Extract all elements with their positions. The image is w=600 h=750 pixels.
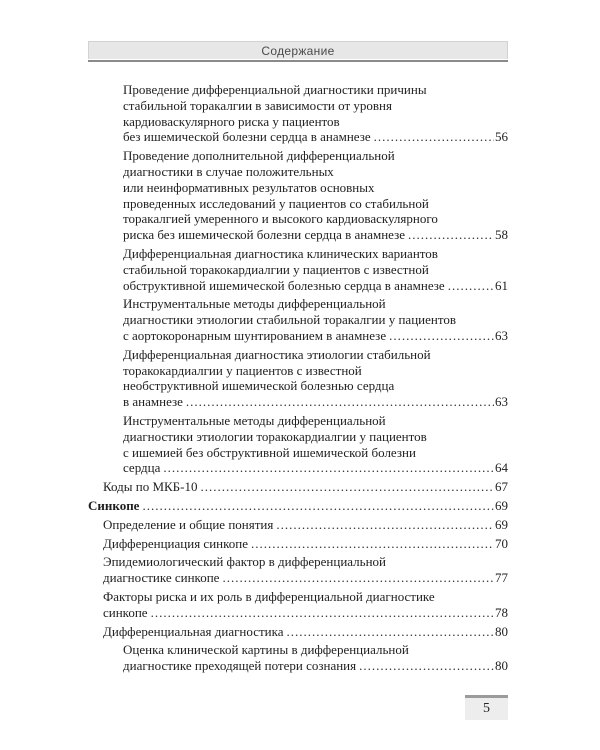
- toc-entry[interactable]: [88, 413, 508, 476]
- toc-entry-line: или неинформативных результатов основных: [123, 179, 375, 195]
- dot-leader: [408, 227, 494, 243]
- page-number: 5: [483, 701, 490, 716]
- toc-page-number: 63: [495, 327, 508, 343]
- toc-page-number: 67: [495, 479, 508, 495]
- dot-leader: [389, 328, 494, 344]
- dot-leader: [163, 460, 494, 476]
- toc-entry-line: торакалгией умеренного и высокого кардиоваскулярного: [123, 211, 438, 227]
- toc-entry-text: Определение и общие понятия: [103, 516, 274, 532]
- contents-header-bar: [88, 41, 508, 59]
- toc-entry-lastline: [123, 658, 508, 674]
- toc-entry-lastline: [123, 227, 508, 243]
- toc-entry-lastline: [103, 536, 508, 552]
- toc-entry-lastline: [103, 479, 508, 495]
- toc-entry[interactable]: [88, 296, 508, 343]
- toc-entry-line: Инструментальные методы дифференциальной: [123, 412, 386, 428]
- toc-entry-line: торакокардиалгии у пациентов с известной: [123, 362, 362, 378]
- toc-entry-line: стабильной торакалгии в зависимости от уровня: [123, 97, 392, 113]
- toc-entry-line: проведенных исследований у пациентов со стабильной: [123, 195, 429, 211]
- toc-entry[interactable]: [88, 536, 508, 552]
- dot-leader: [200, 479, 494, 495]
- toc-entry[interactable]: [88, 148, 508, 243]
- toc-entry-lastline: [123, 129, 508, 145]
- toc-entry-text: сердца: [123, 460, 161, 476]
- dot-leader: [186, 394, 494, 410]
- dot-leader: [448, 278, 494, 294]
- dot-leader: [222, 570, 494, 586]
- toc-entry-text: с аортокоронарным шунтированием в анамнезе: [123, 327, 387, 343]
- contents-title: Содержание: [261, 43, 335, 58]
- page-header: [88, 41, 508, 62]
- toc-page-number: 69: [495, 497, 508, 513]
- toc-entry-line: Проведение дополнительной дифференциальной: [123, 148, 395, 164]
- toc-entry-lastline: [88, 498, 508, 514]
- dot-leader: [359, 658, 494, 674]
- toc-entry-text: обструктивной ишемической болезнью сердца в анамнезе: [123, 277, 445, 293]
- toc-page-number: 56: [495, 129, 508, 145]
- toc-page-number: 80: [495, 658, 508, 674]
- page-number-box: [465, 695, 508, 720]
- toc-entry[interactable]: [88, 82, 508, 145]
- toc-entry-lastline: [123, 278, 508, 294]
- toc-page-number: 63: [495, 394, 508, 410]
- toc-entry-text: Дифференциация синкопе: [103, 535, 248, 551]
- toc-entry-text: Коды по МКБ-10: [103, 479, 198, 495]
- toc-entry[interactable]: [88, 554, 508, 586]
- dot-leader: [151, 605, 494, 621]
- toc-page-number: 58: [495, 227, 508, 243]
- toc-entry-line: Факторы риска и их роль в дифференциальной диагностике: [103, 588, 435, 604]
- toc-entry-line: Эпидемиологический фактор в дифференциальной: [103, 554, 387, 570]
- toc-entry-text: синкопе: [103, 604, 148, 620]
- toc-entry[interactable]: [88, 246, 508, 293]
- toc-entry-line: с ишемией без обструктивной ишемической болезни: [123, 444, 416, 460]
- toc-entry[interactable]: [88, 589, 508, 621]
- toc-entry-text: диагностике преходящей потери сознания: [123, 658, 357, 674]
- toc-entry-text: риска без ишемической болезни сердца в анамнезе: [123, 227, 405, 243]
- dot-leader: [276, 517, 494, 533]
- toc-entry-lastline: [103, 517, 508, 533]
- toc-page-number: 80: [495, 623, 508, 639]
- toc-entry-lastline: [123, 460, 508, 476]
- toc-entry-lastline: [103, 624, 508, 640]
- toc-page-number: 69: [495, 516, 508, 532]
- dot-leader: [142, 498, 494, 514]
- toc-entry[interactable]: [88, 642, 508, 674]
- toc-entry-text: диагностике синкопе: [103, 570, 220, 586]
- toc-entry[interactable]: [88, 479, 508, 495]
- dot-leader: [287, 624, 494, 640]
- toc-entry-lastline: [103, 605, 508, 621]
- toc-entry-lastline: [123, 394, 508, 410]
- toc-entry-line: Инструментальные методы дифференциальной: [123, 296, 386, 312]
- toc-entry-line: стабильной торакокардиалгии у пациентов с известной: [123, 261, 429, 277]
- toc-page-number: 64: [495, 460, 508, 476]
- toc-page-number: 78: [495, 604, 508, 620]
- toc-entry-line: кардиоваскулярного риска у пациентов: [123, 113, 340, 129]
- toc-entry-line: диагностики этиологии стабильной торакалгии у пациентов: [123, 312, 456, 328]
- toc-list: [88, 82, 508, 677]
- toc-entry-lastline: [123, 328, 508, 344]
- toc-entry-line: Дифференциальная диагностика клинических вариантов: [123, 245, 438, 261]
- toc-entry[interactable]: [88, 347, 508, 410]
- toc-entry[interactable]: [88, 624, 508, 640]
- toc-entry-line: Проведение дифференциальной диагностики причины: [123, 82, 427, 97]
- toc-entry[interactable]: [88, 517, 508, 533]
- toc-entry-line: диагностики этиологии торакокардиалгии у пациентов: [123, 428, 427, 444]
- dot-leader: [251, 536, 494, 552]
- dot-leader: [374, 129, 494, 145]
- toc-entry-line: диагностики в случае положительных: [123, 163, 334, 179]
- toc-entry-line: Оценка клинической картины в дифференциальной: [123, 642, 409, 658]
- toc-entry-text: Синкопе: [88, 497, 140, 513]
- toc-entry-text: в анамнезе: [123, 394, 183, 410]
- toc-entry[interactable]: [88, 498, 508, 514]
- toc-entry-text: Дифференциальная диагностика: [103, 623, 284, 639]
- toc-page-number: 77: [495, 570, 508, 586]
- toc-entry-text: без ишемической болезни сердца в анамнезе: [123, 129, 371, 145]
- toc-entry-lastline: [103, 570, 508, 586]
- toc-page-number: 70: [495, 535, 508, 551]
- toc-entry-line: Дифференциальная диагностика этиологии стабильной: [123, 346, 431, 362]
- toc-entry-line: необструктивной ишемической болезнью сердца: [123, 378, 395, 394]
- header-rule: [88, 60, 508, 62]
- toc-page-number: 61: [495, 277, 508, 293]
